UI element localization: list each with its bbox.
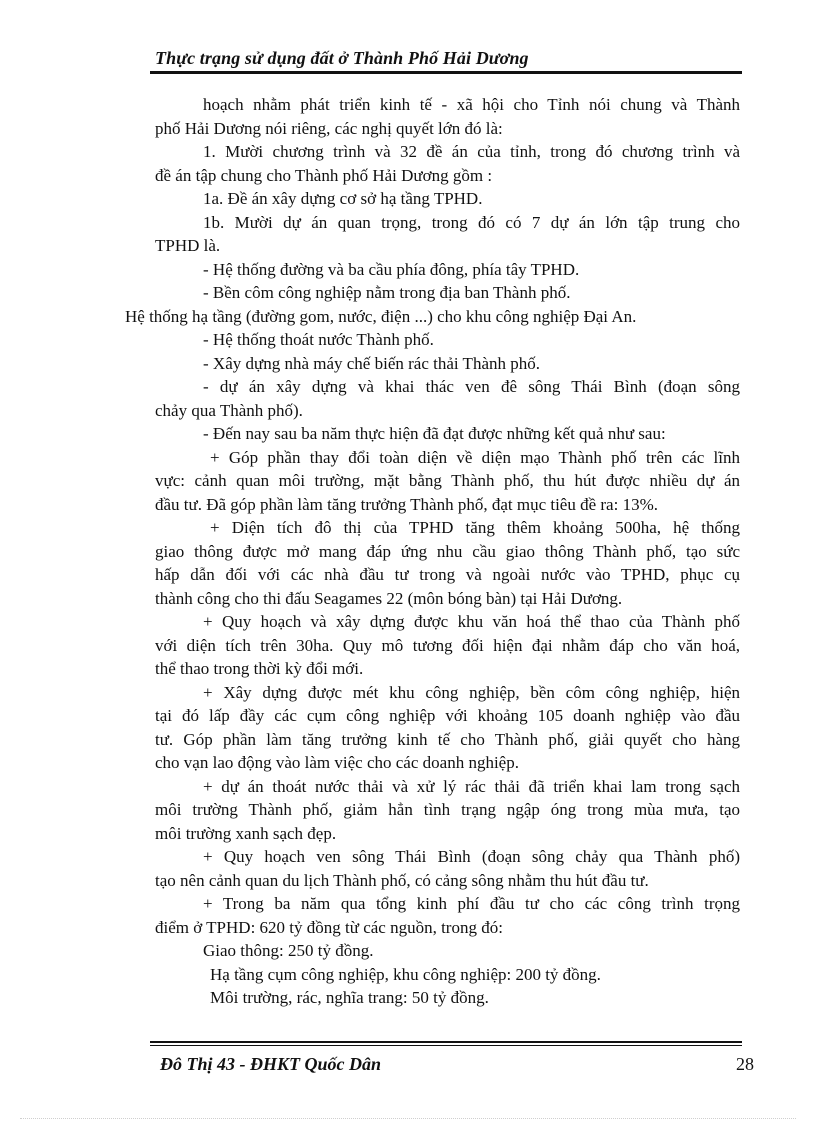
text-line: 1b. Mười dự án quan trọng, trong đó có 7 dự án lớn tập trung cho	[203, 212, 740, 232]
text-line: - Hệ thống thoát nước Thành phố.	[203, 330, 434, 349]
text-line: thành công cho thi đấu Seagames 22 (môn bóng bàn) tại Hải Dương.	[155, 588, 623, 608]
text-line: hoạch nhằm phát triển kinh tế - xã hội cho Tỉnh nói chung và Thành	[203, 95, 740, 114]
text-line: cho vạn lao động vào làm việc cho các doanh nghiệp.	[155, 753, 519, 772]
text-line: tư. Góp phần làm tăng trưởng kinh tế cho Thành phố, giải quyết cho hàng	[155, 729, 740, 749]
page-number: 28	[736, 1054, 754, 1074]
text-line: Giao thông: 250 tỷ đồng.	[203, 941, 374, 960]
footer-label: Đô Thị 43 - ĐHKT Quốc Dân	[160, 1054, 382, 1074]
text-line: đề án tập chung cho Thành phố Hải Dương gồm :	[155, 165, 493, 185]
text-line: + Diện tích đô thị của TPHD tăng thêm khoảng 500ha, hệ thống	[210, 518, 740, 537]
text-line: 1. Mười chương trình và 32 đề án của tỉnh, trong đó chương trình và	[203, 142, 740, 161]
text-line: + dự án thoát nước thải và xử lý rác thải đã triển khai lam trong sạch	[203, 776, 740, 796]
text-line: thể thao trong thời kỳ đổi mới.	[155, 659, 364, 678]
text-line: môi trường xanh sạch đẹp.	[155, 823, 337, 843]
running-header-title: Thực trạng sử dụng đất ở Thành Phố Hải Dương	[155, 48, 529, 68]
text-line: đầu tư. Đã góp phần làm tăng trưởng Thành phố, đạt mục tiêu đề ra: 13%.	[155, 494, 658, 514]
footer-rule-thin	[150, 1045, 742, 1046]
text-line: vực: cảnh quan môi trường, mặt bằng Thành phố, thu hút được nhiều dự án	[155, 471, 740, 490]
text-line: + Quy hoạch ven sông Thái Bình (đoạn sông chảy qua Thành phố)	[203, 847, 740, 866]
text-line: - Đến nay sau ba năm thực hiện đã đạt được những kết quả như sau:	[203, 424, 666, 443]
text-line: điểm ở TPHD: 620 tỷ đồng từ các nguồn, trong đó:	[155, 917, 503, 937]
text-line: hấp dẫn đối với các nhà đầu tư trong và ngoài nước vào TPHD, phục cụ	[155, 565, 740, 584]
text-line: + Quy hoạch và xây dựng được khu văn hoá thể thao của Thành phố	[203, 612, 740, 631]
text-line: 1a. Đề án xây dựng cơ sở hạ tầng TPHD.	[203, 189, 483, 208]
text-line: môi trường Thành phố, giảm hẳn tình trạng ngập óng trong mùa mưa, tạo	[155, 800, 740, 819]
text-line: + Xây dựng được mét khu công nghiệp, bền côm công nghiệp, hiện	[203, 682, 740, 702]
text-line: - dự án xây dựng và khai thác ven đê sông Thái Bình (đoạn sông	[203, 377, 740, 396]
page-body	[125, 93, 740, 1010]
text-line: - Hệ thống đường và ba cầu phía đông, phía tây TPHD.	[203, 259, 580, 279]
text-line: Môi trường, rác, nghĩa trang: 50 tỷ đồng.	[210, 988, 489, 1007]
text-line: tại đó lấp đầy các cụm công nghiệp với khoảng 105 doanh nghiệp vào đầu	[155, 706, 740, 725]
text-line: - Bền côm công nghiệp nằm trong địa ban Thành phố.	[203, 283, 571, 302]
text-line: tạo nên cảnh quan du lịch Thành phố, có cảng sông nhằm thu hút đầu tư.	[155, 870, 649, 890]
text-line: giao thông được mở mang đáp ứng nhu cầu giao thông Thành phố, tạo sức	[155, 541, 740, 561]
text-line: chảy qua Thành phố).	[155, 400, 303, 420]
text-line: với diện tích trên 30ha. Quy mô tương đối hiện đại nhằm đáp cho văn hoá,	[155, 635, 740, 655]
text-line: phố Hải Dương nói riêng, các nghị quyết lớn đó là:	[155, 118, 503, 138]
page-edge-divider	[20, 1118, 796, 1119]
header-rule	[150, 71, 742, 74]
text-line: Hạ tầng cụm công nghiệp, khu công nghiệp: 200 tỷ đồng.	[210, 964, 601, 984]
text-line: + Góp phần thay đổi toàn diện về diện mạo Thành phố trên các lĩnh	[210, 447, 740, 467]
text-line: TPHD là.	[155, 236, 221, 255]
text-line: Hệ thống hạ tầng (đường gom, nước, điện ...) cho khu công nghiệp Đại An.	[125, 306, 637, 326]
text-line: - Xây dựng nhà máy chế biến rác thải Thành phố.	[203, 353, 540, 373]
footer-rule	[150, 1041, 742, 1043]
text-line: + Trong ba năm qua tổng kinh phí đầu tư cho các công trình trọng	[203, 894, 740, 913]
